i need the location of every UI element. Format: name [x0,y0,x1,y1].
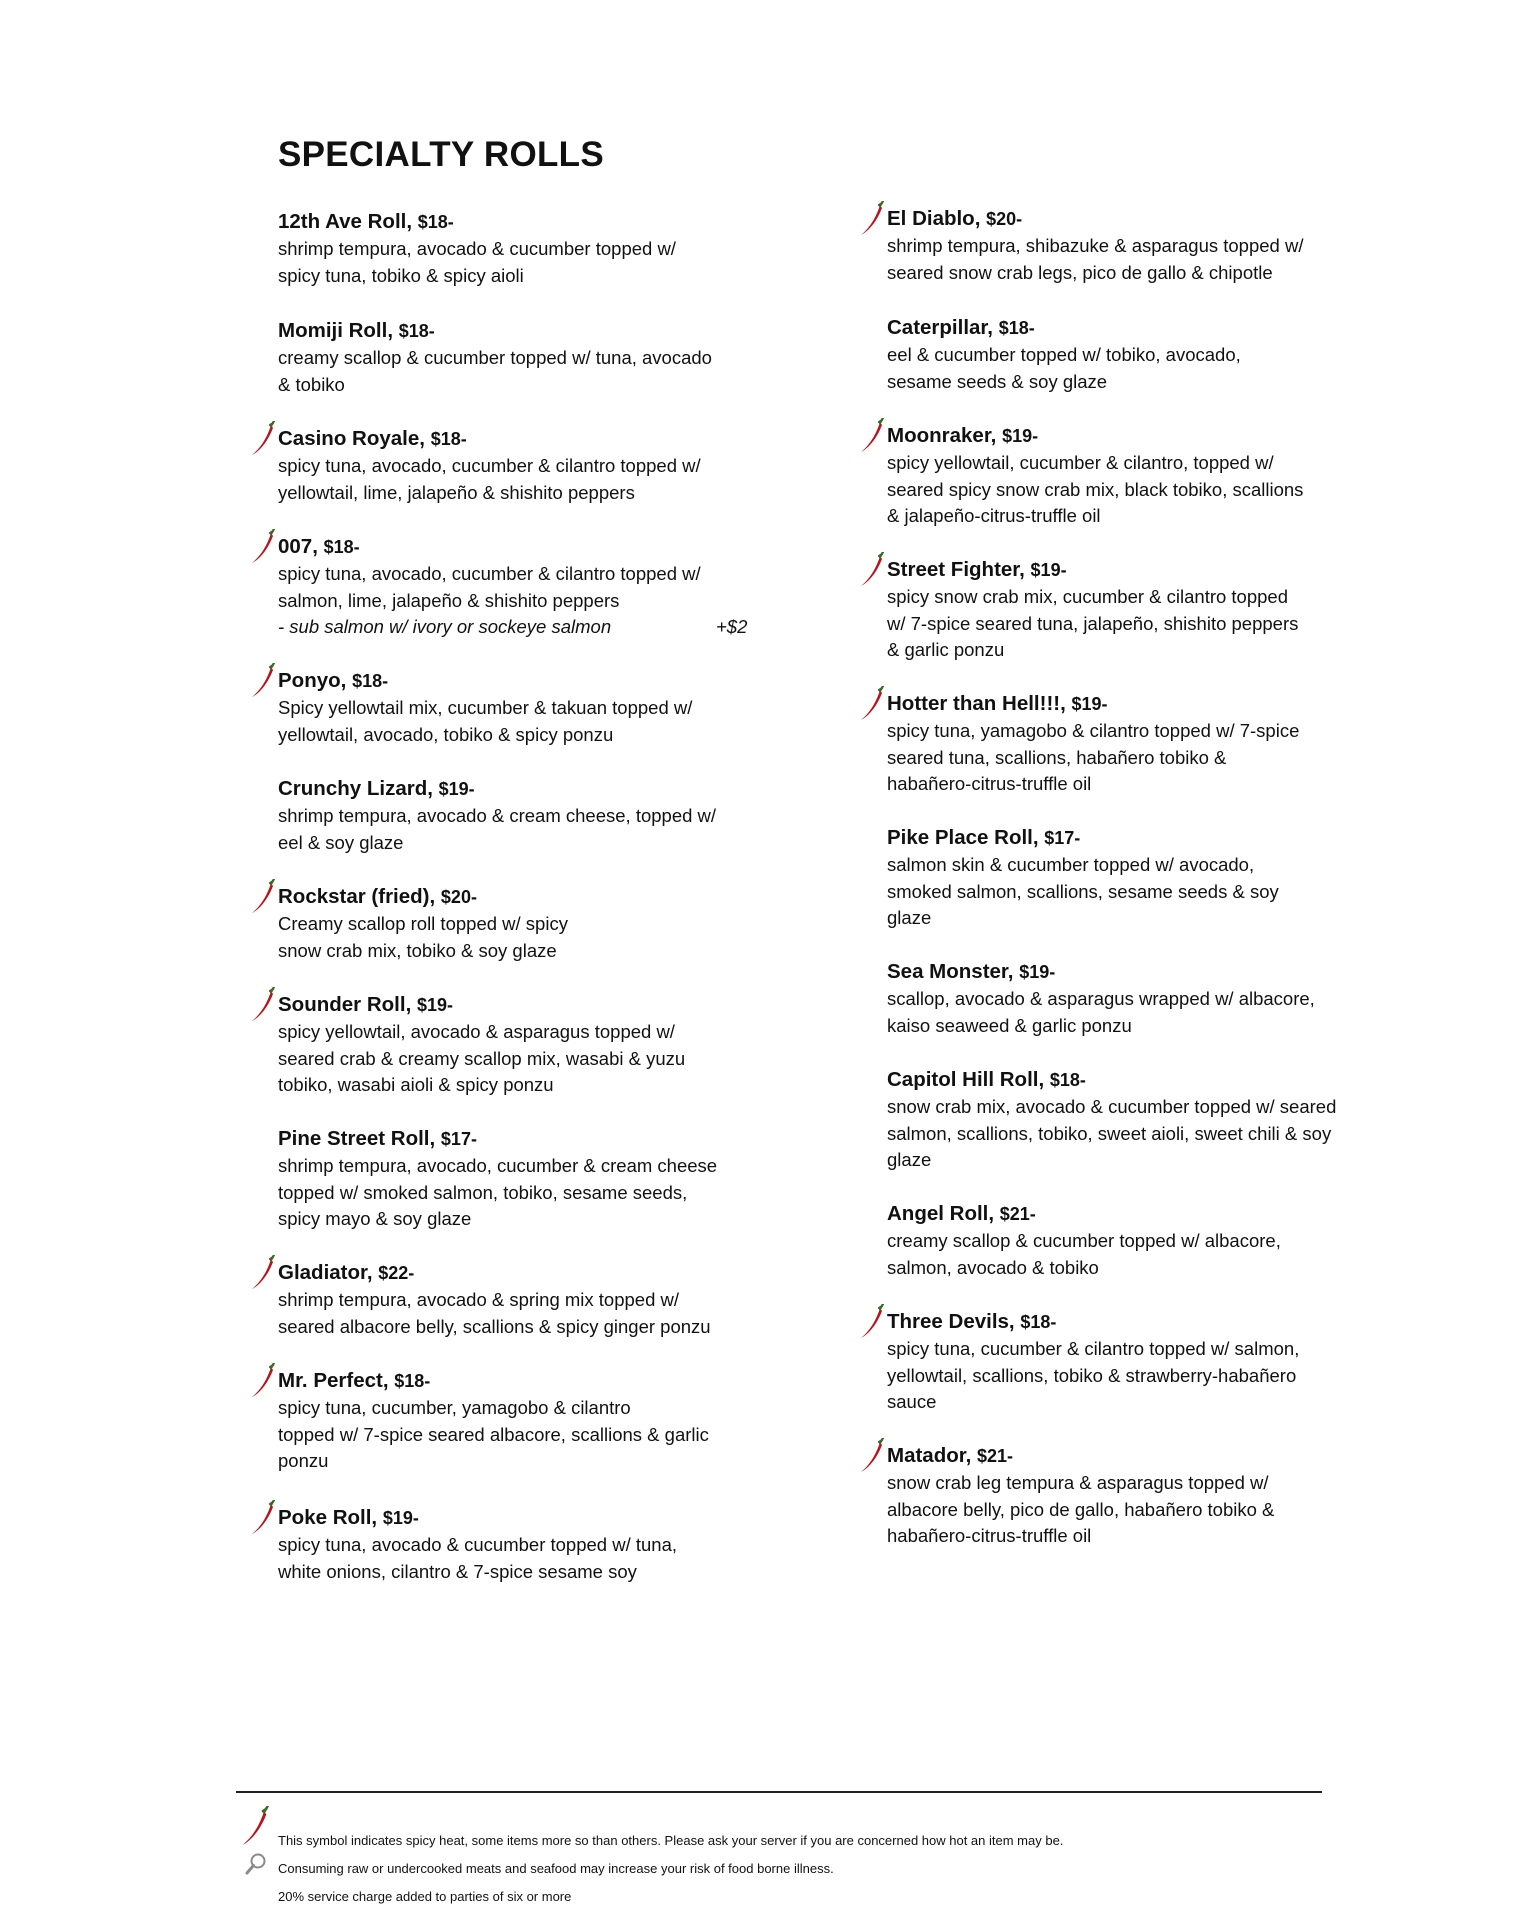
description-line: creamy scallop & cucumber topped w/ albacore, [887,1230,1281,1251]
menu-item [278,667,788,748]
description-line: spicy snow crab mix, cucumber & cilantro topped [887,586,1289,607]
menu-item-name: 12th Ave Roll [278,210,407,233]
menu-item-description [278,345,788,398]
menu-item [278,883,788,964]
description-line: glaze [887,1149,932,1170]
description-line: shrimp tempura, avocado & cucumber topped w/ [278,238,676,259]
menu-item-name: Gladiator [278,1261,367,1284]
menu-item-heading: Three Devils, $18- [887,1310,1057,1333]
chili-pepper-icon [857,552,887,590]
chili-pepper-icon [248,1363,278,1401]
chili-pepper-icon [857,1304,887,1342]
menu-item-name: Mr. Perfect [278,1369,383,1392]
menu-item [278,317,788,398]
menu-item-price: $21- [977,1446,1014,1466]
description-line: shrimp tempura, avocado, cucumber & cream cheese [278,1155,718,1176]
chili-pepper-icon [857,1438,887,1476]
chili-pepper-icon [248,529,278,567]
description-line: salmon, scallions, tobiko, sweet aioli, sweet chili & soy [887,1122,1332,1144]
menu-item-description [278,1395,788,1475]
description-line: spicy tuna, avocado, cucumber & cilantro topped w/ [278,563,701,584]
menu-item-description [278,236,788,289]
description-line: spicy tuna, avocado, cucumber & cilantro topped w/ [278,455,701,476]
menu-item-name: 007 [278,535,313,558]
description-line: white onions, cilantro & 7-spice sesame soy [278,1560,637,1582]
menu-item-heading: Ponyo, $18- [278,669,389,692]
description-line: habañero-citrus-truffle oil [887,773,1092,794]
description-line: kaiso seaweed & garlic ponzu [887,1014,1132,1036]
substitution-option [278,614,788,641]
description-line: scallop, avocado & asparagus wrapped w/ albacore, [887,988,1315,1009]
description-line: snow crab mix, avocado & cucumber topped w/ seared [887,1096,1337,1117]
menu-item-heading: Pike Place Roll, $17- [887,826,1081,849]
menu-item-heading: Sea Monster, $19- [887,960,1056,983]
menu-item-heading: Matador, $21- [887,1444,1014,1467]
menu-item-description [887,1470,1407,1550]
menu-item [887,1200,1407,1281]
menu-item-heading: Crunchy Lizard, $19- [278,777,475,800]
menu-item-name: Poke Roll [278,1506,372,1529]
menu-item-description [278,1287,788,1340]
description-line: spicy tuna, cucumber, yamagobo & cilantro [278,1397,631,1418]
menu-item [887,1442,1407,1550]
menu-item-name: Sea Monster [887,960,1008,983]
menu-item-description [278,453,788,506]
menu-item-description [887,852,1407,932]
description-line: eel & soy glaze [278,831,404,853]
chili-pepper-icon [248,663,278,701]
menu-item-description [887,342,1407,395]
menu-item-heading: Street Fighter, $19- [887,558,1067,581]
menu-item [278,208,788,289]
description-line: spicy tuna, avocado & cucumber topped w/ tuna, [278,1534,678,1555]
description-line: seared crab & creamy scallop mix, wasabi & yuzu [278,1047,686,1069]
menu-item [887,958,1407,1039]
menu-item-heading: Angel Roll, $21- [887,1202,1036,1225]
description-line: salmon, lime, jalapeño & shishito peppers [278,589,620,611]
menu-item-name: Angel Roll [887,1202,989,1225]
description-line: glaze [887,907,932,928]
menu-item-heading: Casino Royale, $18- [278,427,467,450]
menu-item-name: Rockstar (fried) [278,885,430,908]
menu-item-description [278,1153,788,1233]
description-line: spicy yellowtail, cucumber & cilantro, topped w/ [887,452,1274,473]
menu-item-name: Three Devils [887,1310,1009,1333]
menu-item-description [887,584,1407,664]
menu-item-price: $20- [440,887,477,907]
menu-item-name: Street Fighter [887,558,1020,581]
menu-item [887,556,1407,664]
menu-item-price: $22- [378,1263,415,1283]
description-line: shrimp tempura, shibazuke & asparagus topped w/ [887,235,1304,256]
chili-pepper-icon [857,686,887,724]
footer-divider [236,1791,1322,1793]
description-line: eel & cucumber topped w/ tobiko, avocado, [887,344,1241,365]
menu-item-price: $21- [999,1204,1036,1224]
menu-item-price: $17- [1044,828,1081,848]
menu-item-name: Caterpillar [887,316,988,339]
menu-item-name: Ponyo [278,669,341,692]
chili-pepper-icon [857,418,887,456]
description-line: albacore belly, pico de gallo, habañero tobiko & [887,1498,1275,1520]
menu-item [278,1259,788,1340]
menu-item-price: $18- [1020,1312,1057,1332]
menu-item [887,690,1407,798]
menu-item-heading: Rockstar (fried), $20- [278,885,477,908]
menu-item-price: $18- [323,537,360,557]
menu-item-heading: Caterpillar, $18- [887,316,1035,339]
menu-item-description [278,911,788,964]
description-line: Creamy scallop roll topped w/ spicy [278,913,568,934]
description-line: Spicy yellowtail mix, cucumber & takuan topped w/ [278,697,693,718]
menu-item-heading: 007, $18- [278,535,360,558]
menu-item [887,422,1407,530]
description-line: spicy tuna, tobiko & spicy aioli [278,264,524,286]
menu-item-price: $19- [1019,962,1056,982]
menu-item [887,314,1407,395]
menu-item-description [887,1336,1407,1416]
description-line: spicy tuna, cucumber & cilantro topped w/ salmon, [887,1338,1300,1359]
menu-item-heading: Capitol Hill Roll, $18- [887,1068,1086,1091]
chili-pepper-icon [248,879,278,917]
menu-item-description [278,1019,788,1099]
raw-food-warning: Consuming raw or undercooked meats and seafood may increase your risk of food borne illness. [278,1861,834,1876]
description-line: & jalapeño-citrus-truffle oil [887,505,1101,526]
menu-item-description [278,803,788,856]
menu-item-heading: Poke Roll, $19- [278,1506,419,1529]
description-line: spicy yellowtail, avocado & asparagus topped w/ [278,1021,675,1042]
menu-item [887,1308,1407,1416]
menu-item-heading: Pine Street Roll, $17- [278,1127,477,1150]
description-line: shrimp tempura, avocado & cream cheese, topped w/ [278,805,717,826]
menu-item-price: $19- [1071,694,1108,714]
menu-item-price: $18- [1049,1070,1086,1090]
menu-item-price: $18- [394,1371,431,1391]
description-line: salmon skin & cucumber topped w/ avocado, [887,854,1255,875]
description-line: yellowtail, avocado, tobiko & spicy ponzu [278,723,614,745]
menu-item-name: El Diablo [887,207,975,230]
description-line: seared snow crab legs, pico de gallo & chipotle [887,261,1273,283]
service-charge-note: 20% service charge added to parties of six or more [278,1889,572,1904]
description-line: topped w/ 7-spice seared albacore, scallions & garlic [278,1423,709,1445]
menu-item [278,991,788,1099]
menu-item-price: $20- [986,209,1023,229]
chili-pepper-icon [248,421,278,459]
description-line: snow crab leg tempura & asparagus topped w/ [887,1472,1269,1493]
menu-item-description [887,233,1407,286]
description-line: habañero-citrus-truffle oil [887,1525,1092,1546]
menu-item-name: Capitol Hill Roll [887,1068,1039,1091]
menu-item-heading: El Diablo, $20- [887,207,1023,230]
description-line: topped w/ smoked salmon, tobiko, sesame seeds, [278,1181,688,1203]
description-line: seared tuna, scallions, habañero tobiko & [887,746,1227,768]
description-line: ponzu [278,1450,329,1471]
description-line: seared spicy snow crab mix, black tobiko, scallions [887,478,1304,500]
menu-item-description [887,1094,1407,1174]
menu-item-heading: 12th Ave Roll, $18- [278,210,454,233]
menu-item [887,205,1407,286]
menu-item-description [887,986,1407,1039]
menu-item-price: $18- [417,212,454,232]
menu-item-name: Pike Place Roll [887,826,1033,849]
description-line: sesame seeds & soy glaze [887,370,1108,392]
menu-item-heading: Sounder Roll, $19- [278,993,453,1016]
menu-item-heading: Mr. Perfect, $18- [278,1369,431,1392]
menu-item-description [887,1228,1407,1281]
menu-item-name: Crunchy Lizard [278,777,428,800]
description-line: & garlic ponzu [887,639,1005,660]
menu-item [278,1125,788,1233]
menu-item [278,1367,788,1475]
menu-item-price: $19- [382,1508,419,1528]
menu-item-price: $18- [398,321,435,341]
menu-item-name: Moonraker [887,424,991,447]
menu-item-name: Momiji Roll [278,319,388,342]
description-line: yellowtail, lime, jalapeño & shishito peppers [278,481,635,503]
menu-item [278,425,788,506]
spicy-symbol-note: This symbol indicates spicy heat, some items more so than others. Please ask your server if you are concerned how hot an item may be. [278,1833,1064,1848]
substitution-text: - sub salmon w/ ivory or sockeye salmon [278,616,612,637]
menu-item-name: Hotter than Hell!!! [887,692,1061,715]
description-line: smoked salmon, scallions, sesame seeds & soy [887,880,1279,902]
menu-item [278,1504,788,1585]
menu-item-price: $17- [440,1129,477,1149]
menu-item-price: $19- [416,995,453,1015]
description-line: w/ 7-spice seared tuna, jalapeño, shishito peppers [887,612,1299,634]
menu-item-description [278,695,788,748]
description-line: spicy mayo & soy glaze [278,1208,472,1229]
menu-item-price: $19- [438,779,475,799]
chili-pepper-icon [238,1806,272,1850]
chili-pepper-icon [248,1500,278,1538]
description-line: spicy tuna, yamagobo & cilantro topped w/ 7-spice [887,720,1300,741]
description-line: sauce [887,1391,937,1412]
chili-pepper-icon [248,987,278,1025]
menu-item-heading: Gladiator, $22- [278,1261,415,1284]
magnifier-icon [244,1852,268,1876]
menu-item-name: Casino Royale [278,427,420,450]
page-title: SPECIALTY ROLLS [278,135,605,174]
description-line: & tobiko [278,373,345,395]
menu-item-description [278,561,788,641]
menu-item-name: Pine Street Roll [278,1127,430,1150]
menu-item-description [887,718,1407,798]
description-line: creamy scallop & cucumber topped w/ tuna, avocado [278,347,712,368]
menu-item [887,824,1407,932]
description-line: seared albacore belly, scallions & spicy ginger ponzu [278,1315,711,1337]
menu-item-name: Matador [887,1444,966,1467]
description-line: shrimp tempura, avocado & spring mix topped w/ [278,1289,680,1310]
menu-item-heading: Hotter than Hell!!!, $19- [887,692,1108,715]
description-line: yellowtail, scallions, tobiko & strawberry-habañero [887,1364,1297,1386]
substitution-price: +$2 [716,616,748,637]
menu-item-name: Sounder Roll [278,993,406,1016]
menu-item-price: $18- [352,671,389,691]
menu-item [887,1066,1407,1174]
menu-item [278,775,788,856]
menu-item-price: $19- [1002,426,1039,446]
menu-item-heading: Momiji Roll, $18- [278,319,435,342]
chili-pepper-icon [248,1255,278,1293]
menu-item-description [887,450,1407,530]
description-line: tobiko, wasabi aioli & spicy ponzu [278,1074,554,1095]
description-line: snow crab mix, tobiko & soy glaze [278,939,557,961]
menu-item-heading: Moonraker, $19- [887,424,1039,447]
menu-item-price: $19- [1030,560,1067,580]
chili-pepper-icon [857,201,887,239]
description-line: salmon, avocado & tobiko [887,1256,1099,1278]
menu-item [278,533,788,641]
menu-item-price: $18- [998,318,1035,338]
menu-item-price: $18- [430,429,467,449]
menu-item-description [278,1532,788,1585]
